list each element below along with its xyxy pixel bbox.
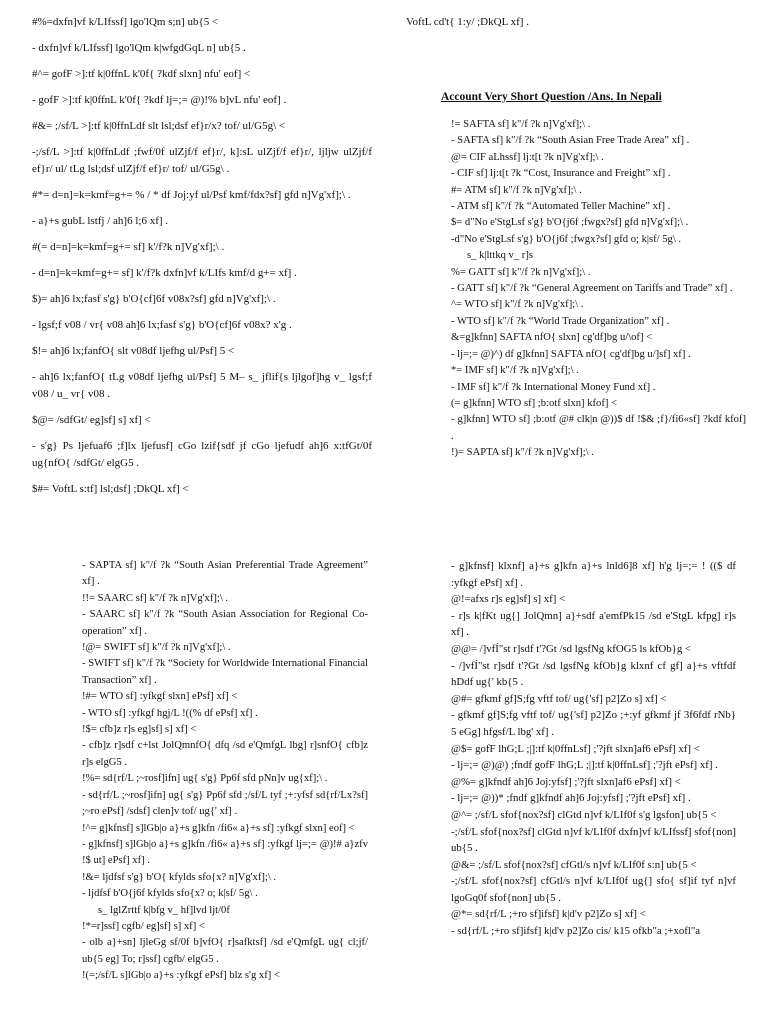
- qa-list: [451, 117, 746, 462]
- text-line: &=g]kfnn] SAFTA nfO{ slxn] cg'df]bg u/\of] <: [451, 332, 653, 344]
- text-line: @= CIF aLhssf] lj:t[t ?k n]Vg'xf];\ .: [451, 151, 604, 163]
- text-line: $= d"No e'StgLsf s'g} b'O{j6f ;fwgx?sf] gfd n]Vg'xf];\ .: [451, 217, 689, 229]
- text-line: - SAARC sf] k"/f ?k “South Asian Association for Regional Co-operation” xf] .: [82, 609, 368, 637]
- text-line: @#= gfkmf gf]S;fg vftf tof/ ug{'sf] p2]Zo s] xf] <: [451, 692, 667, 705]
- text-line: - olb a}+sn] ljleGg sf/0f b]vfO{ r]safktsf] /sd e'QmfgL ug{ cl;jf/ ub{5 eg] To; r]ssf] cgfb/ elgG5 .: [82, 937, 368, 965]
- text-line: - g]kfnsf] s]lGb|o a}+s g]kfn /fi6« a}+s sf] :yfkgf lj=;= @)!# a}zfv !$ ut] ePsf] xf] .: [82, 838, 368, 867]
- text-line: - IMF sf] k"/f ?k International Money Fund xf] .: [451, 381, 656, 393]
- text-line: - gfkmf gf]S;fg vftf tof/ ug{'sf] p2]Zo ;+:yf gfkmf jf 3f6fdf rNb} 5 eGg] hfgsf/L lbg' xf] .: [451, 709, 736, 738]
- text-line: - SAPTA sf] k"/f ?k “South Asian Preferential Trade Agreement” xf] .: [82, 560, 368, 588]
- text-line: - ljdfsf b'O{j6f kfylds sfo{x? o; k|sf/ 5g\ .: [82, 888, 258, 900]
- text-line: - /]vfÍ"st r]sdf t'?Gt /sd lgsfNg kfOb}g klxnf cf gf] a}+s vftfdf hDdf ug{' kb{5 .: [451, 659, 736, 689]
- text-line: !@= SWIFT sf] k"/f ?k n]Vg'xf];\ .: [82, 642, 231, 654]
- text-line: - dxfn]vf k/LIfssf] lgo'lQm k|wfgdGqL n] ub{5 .: [32, 42, 246, 54]
- text-line: !&= ljdfsf s'g} b'O{ kfylds sfo{x? n]Vg'xf];\ .: [82, 871, 277, 883]
- answer-line: VoftL cd't{ 1:y/ ;DkQL xf] .: [406, 16, 529, 28]
- text-line: #&= ;/sf/L >]:tf k|0ffnLdf slt lsl;dsf ef}r/x? tof/ ul/G5g\ <: [32, 120, 286, 132]
- text-line: - d=n]=k=kmf=g+= sf] k'/f?k dxfn]vf k/LIfs kmf/d g+= xf] .: [32, 267, 297, 279]
- text-line: - lgsf;f v08 / vr{ v08 ah]6 lx;fasf s'g} b'O{cf]6f v08x? x'g .: [32, 319, 292, 331]
- text-line: - sd{rf/L ;~rosf]ifn] ug{ s'g} Pp6f sfd ;/sf/L tyf ;+:yfsf sd{rf/Lx?sf] ;~ro ePsf] /sdsf] clen]v tof/ ug{' xf] .: [82, 789, 368, 818]
- text-line: - g]kfnn] WTO sf] ;b:otf @# clk|n @))$ df !$& ;f}/fi6«sf] ?kdf kfof] .: [451, 414, 746, 442]
- text-line: - WTO sf] :yfkgf hgj/L !((% df ePsf] xf] .: [82, 707, 258, 719]
- text-line: - cfb]z r]sdf c+lst JolQmnfO{ dfq /sd e'QmfgL lbg] r]snfO{ cfb]z r]s elgG5 .: [82, 740, 368, 768]
- text-line: !*=r]ssf] cgfb/ eg]sf] s] xf] <: [82, 920, 205, 932]
- text-line: -;/sf/L >]:tf k|0ffnLdf ;fwf/0f ulZjf/f ef}r/, k]:sL ulZjf/f ef}r/, ljljw ulZjf/f ef}r/ ul/ tLg lsl;dsf ulZjf/f ef}r/ tof/ ul/G5g\ .: [32, 146, 372, 175]
- text-line: s_ k|lttkq v_ r]s: [467, 250, 533, 262]
- text-line: !$= cfb]z r]s eg]sf] s] xf] <: [82, 724, 197, 736]
- top-right-column: [406, 14, 746, 462]
- text-line: !(=;/sf/L s]lGb|o a}+s :yfkgf ePsf] blz s'g xf] <: [82, 970, 280, 982]
- text-line: @@= /]vfÍ"st r]sdf t'?Gt /sd lgsfNg kfOG5 ls kfOb}g <: [451, 642, 692, 655]
- text-line: -;/sf/L sfof{nox?sf] cfGtl/s n]vf k/LIf0f ug{] sfo{ sf]if tyf n]vf lgoGq0f sfof{non] ub{5 .: [451, 875, 736, 904]
- text-line: - g]kfnsf] klxnf] a}+s g]kfn a}+s lnld6]8 xf] h'g lj=;= ! (($ df :yfkgf ePsf] xf] .: [451, 560, 736, 589]
- text-line: (= g]kfnn] WTO sf] ;b:otf slxn] kfof] <: [451, 397, 618, 409]
- text-line: @&= ;/sf/L sfof{nox?sf] cfGtl/s n]vf k/LIf0f s:n] ub{5 <: [451, 858, 697, 871]
- text-line: !#= WTO sf] :yfkgf slxn] ePsf] xf] <: [82, 691, 238, 703]
- text-line: - a}+s gubL lstfj / ah]6 l;6 xf] .: [32, 215, 169, 227]
- text-line: - SWIFT sf] k"/f ?k “Society for Worldwide International Financial Transaction” xf] .: [82, 658, 368, 686]
- text-line: @*= sd{rf/L ;+ro sf]ifsf] k|d'v p2]Zo s] xf] <: [451, 908, 646, 921]
- text-line: - WTO sf] k"/f ?k “World Trade Organization” xf] .: [451, 315, 670, 327]
- text-line: - GATT sf] k"/f ?k “General Agreement on Tariffs and Trade” xf] .: [451, 283, 733, 295]
- text-line: #^= gofF >]:tf k|0ffnL k'0f{ ?kdf slxn] nfu' eof] <: [32, 68, 251, 80]
- text-line: !%= sd{rf/L ;~rosf]ifn] ug{ s'g} Pp6f sfd pNn]v ug{xf];\ .: [82, 773, 328, 785]
- text-line: ^= WTO sf] k"/f ?k n]Vg'xf];\ .: [451, 299, 584, 311]
- bottom-left-column: [82, 558, 368, 985]
- text-line: - lj=;= @)^) df g]kfnn] SAFTA nfO{ cg'df]bg u/]sf] xf] .: [451, 348, 691, 360]
- text-line: *= IMF sf] k"/f ?k n]Vg'xf];\ .: [451, 365, 579, 377]
- text-line: #*= d=n]=k=kmf=g+= % / * df Joj:yf ul/Psf kmf/fdx?sf] gfd n]Vg'xf];\ .: [32, 189, 351, 201]
- bottom-right-column: [451, 558, 736, 940]
- text-line: - CIF sf] lj:t[t ?k “Cost, Insurance and Freight” xf] .: [451, 168, 671, 180]
- text-line: s_ lglZrttf k|bfg v_ hf]lvd ljt/0f: [98, 904, 230, 916]
- text-line: #(= d=n]=k=kmf=g+= sf] k'/f?k n]Vg'xf];\ .: [32, 241, 225, 253]
- text-line: - ah]6 lx;fanfO{ tLg v08df ljefhg ul/Psf] 5 M– s_ jflif{s ljlgof]hg v_ lgsf;f v08 / u_ vr{ v08 .: [32, 371, 372, 400]
- text-line: $!= ah]6 lx;fanfO{ slt v08df ljefhg ul/Psf] 5 <: [32, 345, 235, 357]
- text-line: - lj=;= @))* ;fndf g]kfndf ah]6 Joj:yfsf] ;'?jft ePsf] xf] .: [451, 792, 691, 805]
- text-line: - s'g} Ps ljefuaf6 ;f]lx ljefusf] cGo lzif{sdf jf cGo ljefudf ah]6 x:tfGt/0f ug{nfO{ /sdfGt/ elgG5 .: [32, 440, 372, 469]
- text-line: -d"No e'StgLsf s'g} b'O{j6f ;fwgx?sf] gfd o; k|sf/ 5g\ .: [451, 233, 682, 245]
- text-line: $)= ah]6 lx;fasf s'g} b'O{cf]6f v08x?sf] gfd n]Vg'xf];\ .: [32, 293, 276, 305]
- text-line: - lj=;= @)@) ;fndf gofF lhG;L ;|]:tf k|0ffnLsf] ;'?jft ePsf] xf] .: [451, 759, 718, 772]
- text-line: !^= g]kfnsf] s]lGb|o a}+s g]kfn /fi6« a}+s sf] :yfkgf slxn] eof] <: [82, 822, 355, 834]
- text-line: !!= SAARC sf] k"/f ?k n]Vg'xf];\ .: [82, 592, 229, 604]
- text-line: !)= SAPTA sf] k"/f ?k n]Vg'xf];\ .: [451, 447, 594, 459]
- text-line: @%= g]kfndf ah]6 Joj:yfsf] ;'?jft slxn]af6 ePsf] xf] <: [451, 775, 681, 788]
- text-line: - r]s k|fKt ug{] JolQmn] a}+sdf a'emfPk15 /sd e'StgL kfpg] r]s xf] .: [451, 609, 736, 639]
- text-line: @^= ;/sf/L sfof{nox?sf] clGtd n]vf k/LIf0f s'g lgsfon] ub{5 <: [451, 808, 717, 821]
- text-line: #%=dxfn]vf k/LIfssf] lgo'lQm s;n] ub{5 <: [32, 16, 219, 28]
- text-line: %= GATT sf] k"/f ?k n]Vg'xf];\ .: [451, 266, 591, 278]
- text-line: $@= /sdfGt/ eg]sf] s] xf] <: [32, 414, 151, 426]
- top-left-column: [32, 14, 372, 507]
- text-line: - gofF >]:tf k|0ffnL k'0f{ ?kdf lj=;= @)!% b]vL nfu' eof] .: [32, 94, 287, 106]
- text-line: @$= gofF lhG;L ;|]:tf k|0ffnLsf] ;'?jft slxn]af6 ePsf] xf] <: [451, 742, 700, 755]
- text-line: - SAFTA sf] k"/f ?k “South Asian Free Trade Area” xf] .: [451, 135, 690, 147]
- text-line: $#= VoftL s:tf] lsl;dsf] ;DkQL xf] <: [32, 483, 189, 495]
- section-heading: Account Very Short Question /Ans. In Nepali: [441, 91, 662, 103]
- text-line: - ATM sf] k"/f ?k “Automated Teller Machine” xf] .: [451, 201, 671, 213]
- text-line: -;/sf/L sfof{nox?sf] clGtd n]vf k/LIf0f dxfn]vf k/LIfssf] sfof{non] ub{5 .: [451, 825, 736, 855]
- text-line: @!=afxs r]s eg]sf] s] xf] <: [451, 593, 566, 606]
- text-line: - sd{rf/L ;+ro sf]ifsf] k|d'v p2]Zo cis/ k15 ofkb"a ;+xofl"a: [451, 925, 701, 938]
- text-line: != SAFTA sf] k"/f ?k n]Vg'xf];\ .: [451, 119, 591, 130]
- text-line: #= ATM sf] k"/f ?k n]Vg'xf];\ .: [451, 184, 582, 196]
